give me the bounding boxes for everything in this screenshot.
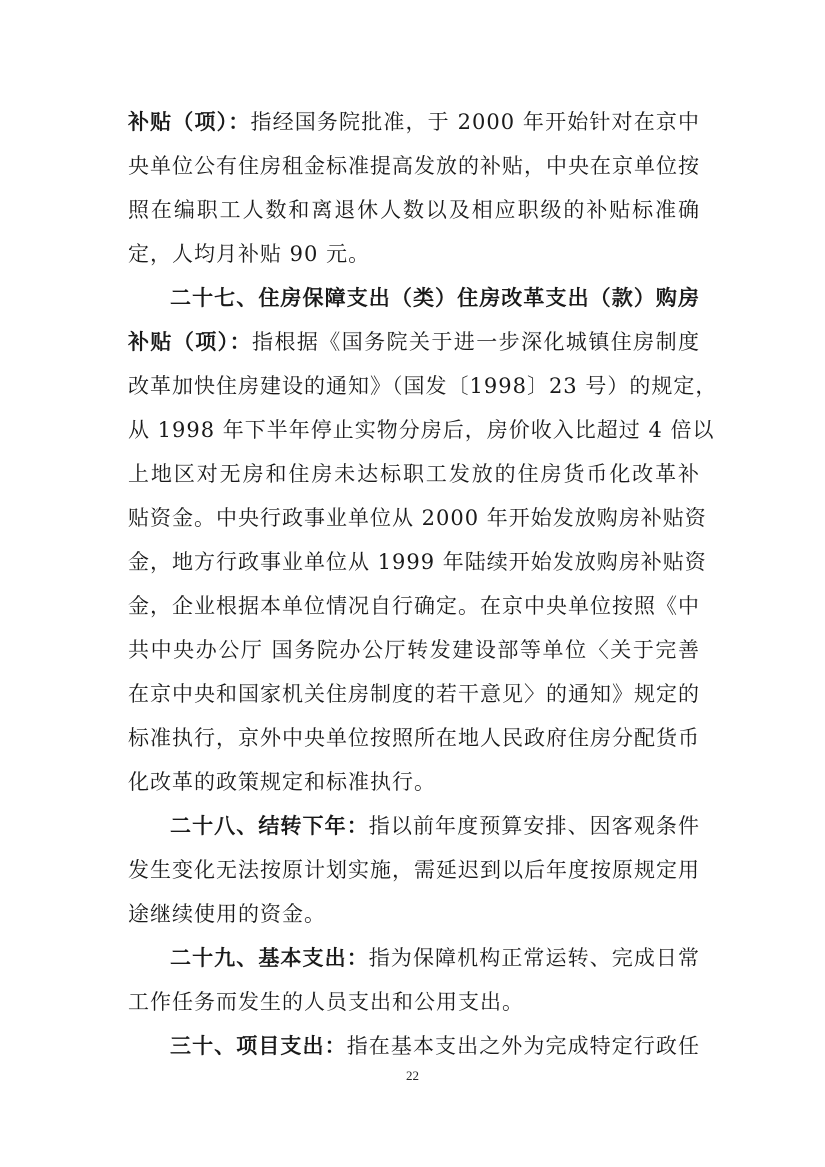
text-line: [128, 100, 700, 144]
text-line: 改革加快住房建设的通知》（国发〔1998〕23 号）的规定，: [128, 374, 718, 398]
text-line: 贴资金。中央行政事业单位从 2000 年开始发放购房补贴资: [128, 506, 707, 530]
text-line: 发生变化无法按原计划实施，需延迟到以后年度按原规定用: [128, 858, 700, 882]
line-text: 指经国务院批准，于 2000 年开始针对在京中: [250, 110, 701, 134]
text-line: 定，人均月补贴 90 元。: [128, 242, 371, 266]
text-line: 金，企业根据本单位情况自行确定。在京中央单位按照《中: [128, 594, 700, 618]
text-line: 化改革的政策规定和标准执行。: [128, 770, 436, 794]
text-line: 途继续使用的资金。: [128, 902, 326, 926]
bold-term: 三十、项目支出：: [170, 1033, 347, 1058]
text-line: 上地区对无房和住房未达标职工发放的住房货币化改革补: [128, 462, 700, 486]
text-line: 共中央办公厅 国务院办公厅转发建设部等单位〈关于完善: [128, 638, 700, 662]
page-number: 22: [406, 1068, 419, 1083]
text-line: 金，地方行政事业单位从 1999 年陆续开始发放购房补贴资: [128, 550, 707, 574]
text-line: [128, 1024, 700, 1068]
bold-term: 二十七、住房保障支出（类）住房改革支出（款）购房: [170, 285, 700, 310]
text-line: 在京中央和国家机关住房制度的若干意见〉的通知》规定的: [128, 682, 700, 706]
line-text: 指根据《国务院关于进一步深化城镇住房制度: [252, 330, 701, 354]
text-line: 工作任务而发生的人员支出和公用支出。: [128, 990, 524, 1014]
bold-term: 补贴（项）：: [128, 109, 251, 134]
text-line: [128, 276, 700, 320]
bold-term: 补贴（项）：: [128, 329, 253, 354]
text-line: 标准执行，京外中央单位按照所在地人民政府住房分配货币: [128, 726, 700, 750]
bold-term: 二十八、结转下年：: [170, 813, 369, 838]
bold-term: 二十九、基本支出：: [170, 945, 369, 970]
line-text: 指为保障机构正常运转、完成日常: [368, 946, 701, 970]
text-line: [128, 936, 700, 980]
text-line: 央单位公有住房租金标准提高发放的补贴，中央在京单位按: [128, 154, 700, 178]
text-line: [128, 320, 700, 364]
text-line: [128, 804, 700, 848]
line-text: 指在基本支出之外为完成特定行政任: [346, 1034, 701, 1058]
text-line: 从 1998 年下半年停止实物分房后，房价收入比超过 4 倍以: [128, 418, 715, 442]
line-text: 指以前年度预算安排、因客观条件: [368, 814, 701, 838]
text-line: 照在编职工人数和离退休人数以及相应职级的补贴标准确: [128, 198, 700, 222]
